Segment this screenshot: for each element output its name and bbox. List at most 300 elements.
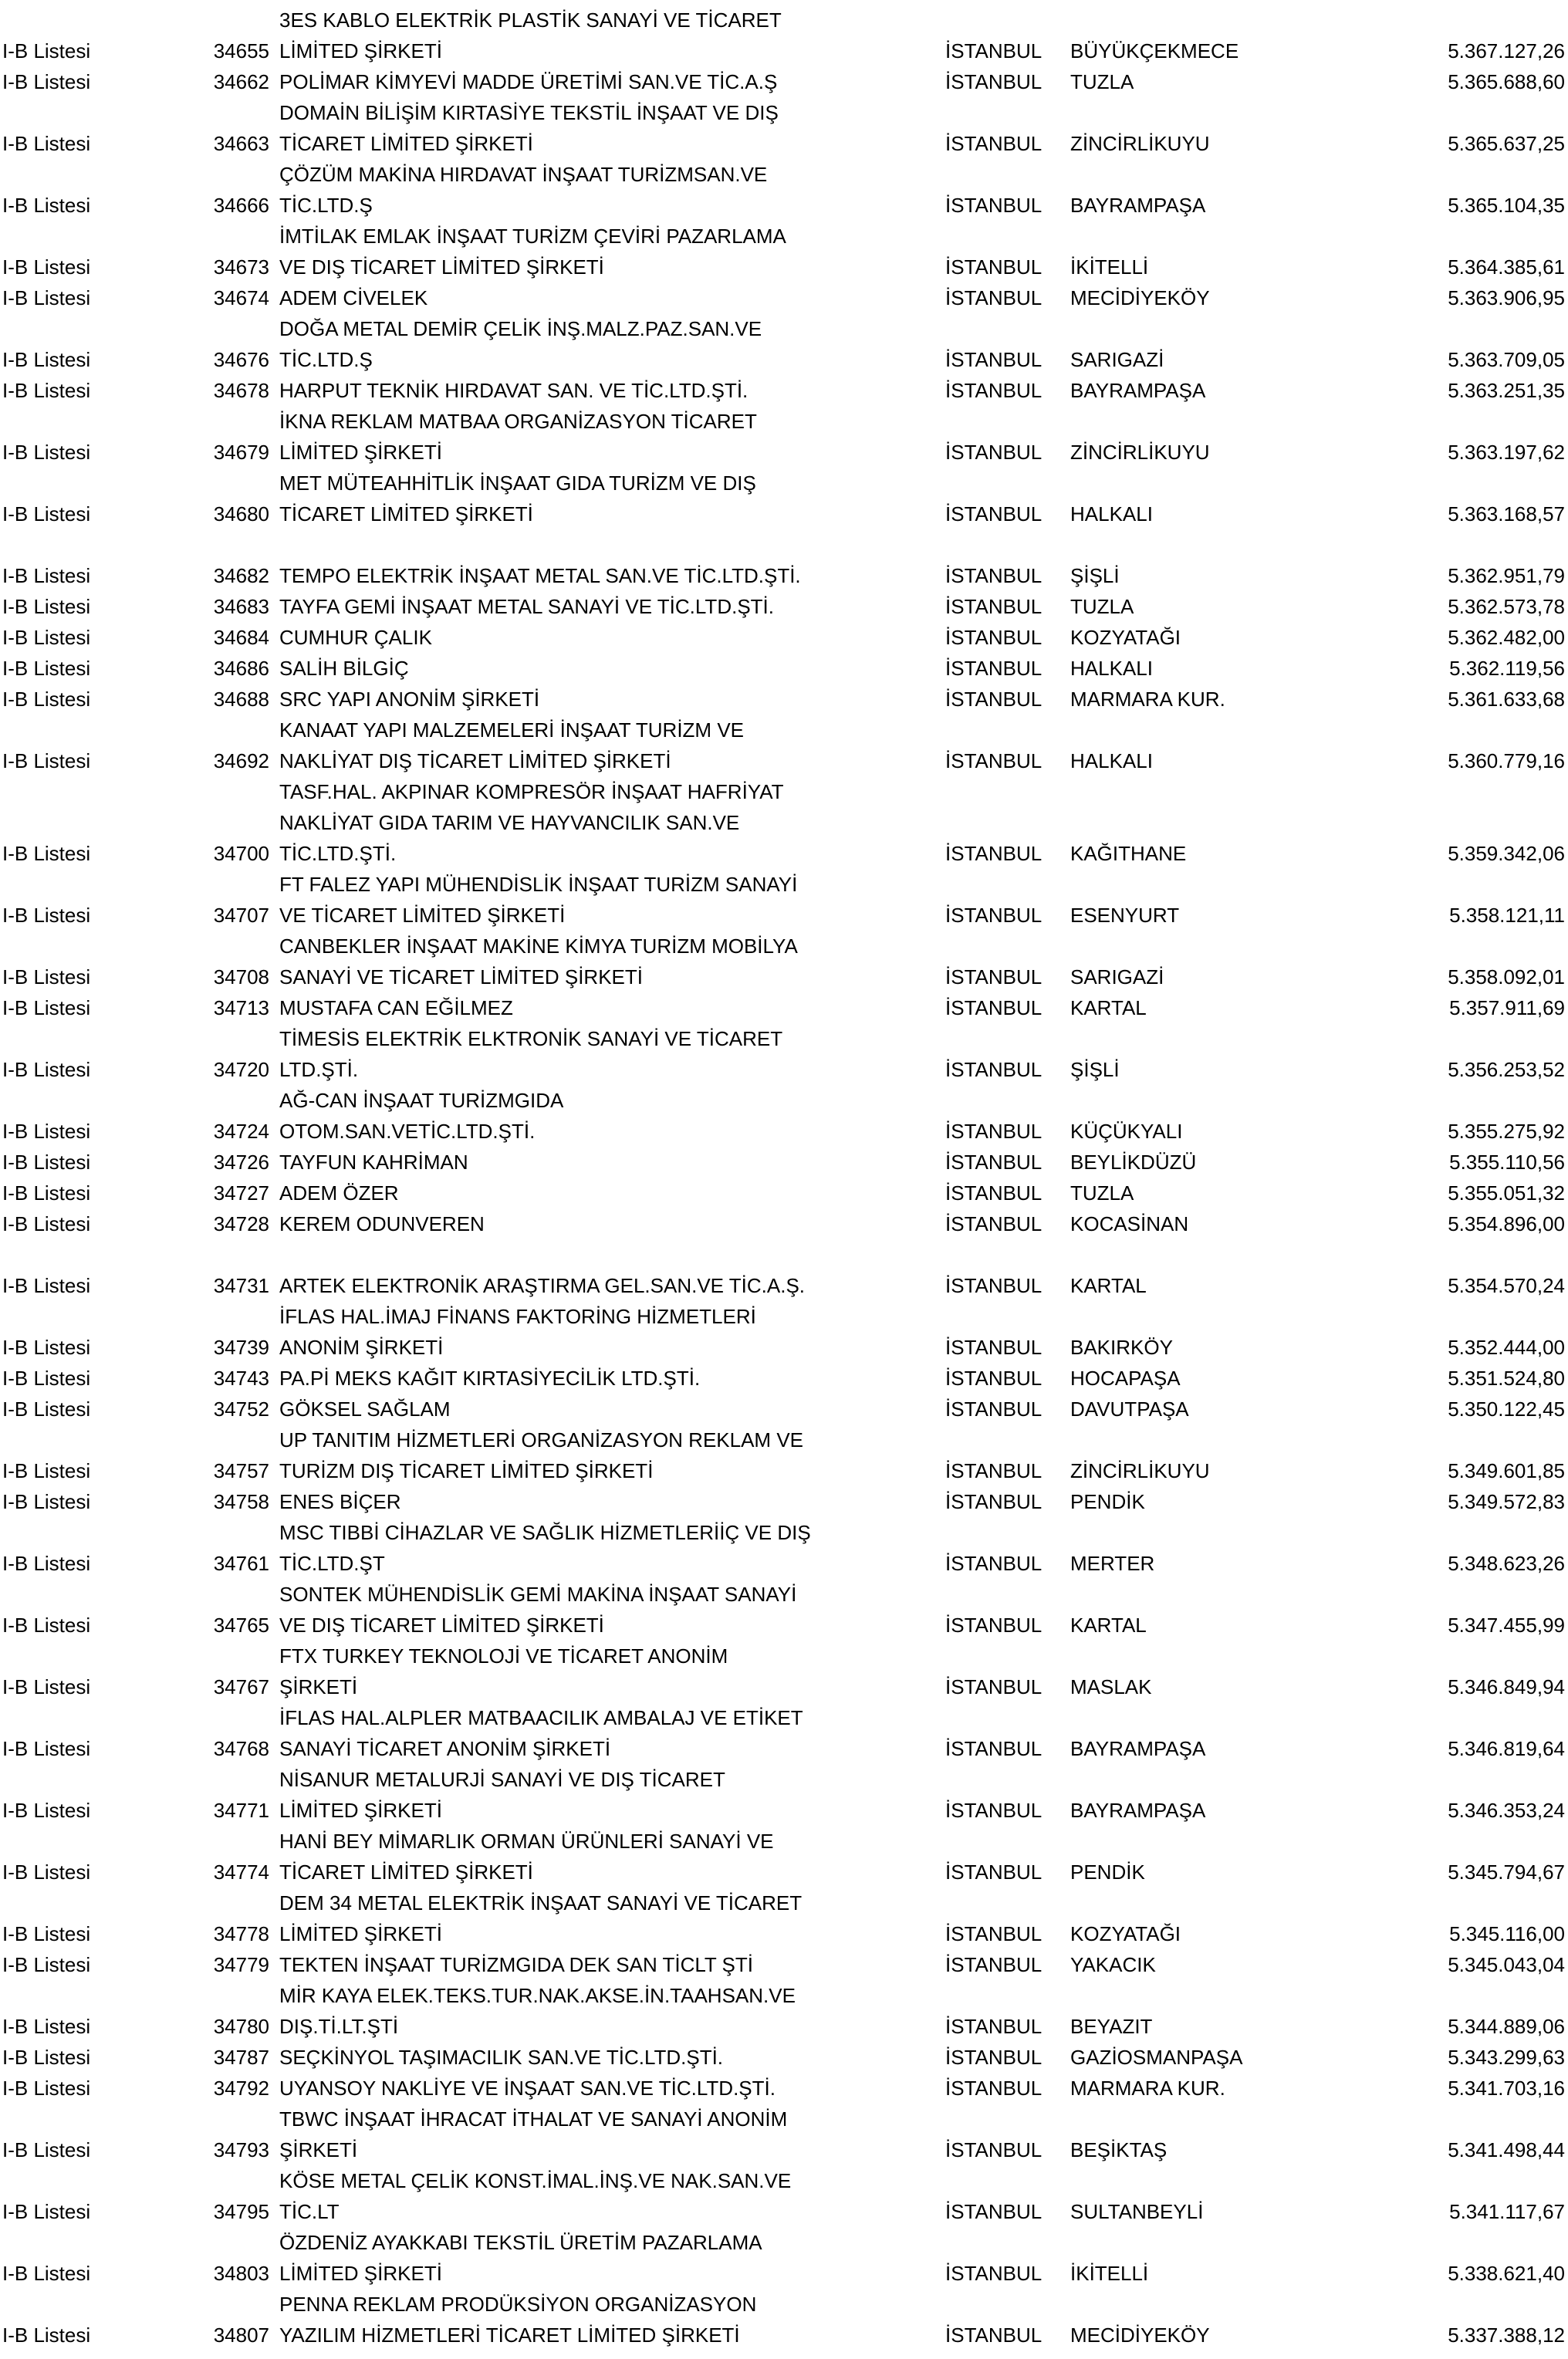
- cell-record-no: 34739: [213, 1336, 269, 1359]
- cell-city: İSTANBUL: [945, 1181, 1043, 1205]
- cell-district: İKİTELLİ: [1070, 2262, 1149, 2285]
- cell-company-name: İFLAS HAL.ALPLER MATBAACILIK AMBALAJ VE ETİKET: [279, 1706, 803, 1729]
- cell-record-no: 34757: [213, 1459, 269, 1482]
- cell-record-no: 34807: [213, 2324, 269, 2347]
- table-row: [0, 1548, 1568, 1579]
- cell-city: İSTANBUL: [945, 1737, 1043, 1760]
- cell-city: [945, 1023, 1070, 1054]
- cell-record-no: [197, 869, 269, 900]
- cell-amount: 5.364.385,61: [1448, 255, 1565, 279]
- cell-city: İSTANBUL: [945, 286, 1043, 309]
- table-row: [0, 1486, 1568, 1517]
- cell-amount: [1421, 1301, 1568, 1332]
- cell-district: PENDİK: [1070, 1490, 1145, 1513]
- cell-amount: [1421, 1888, 1568, 1918]
- cell-record-no: 34761: [213, 1552, 269, 1575]
- cell-district: KOZYATAĞI: [1070, 1922, 1181, 1945]
- table-row: [0, 437, 1568, 468]
- cell-district: MARMARA KUR.: [1070, 2077, 1225, 2100]
- company-name-wrap-line: [0, 2104, 1568, 2134]
- cell-district: İKİTELLİ: [1070, 255, 1149, 279]
- cell-district: BEYLİKDÜZÜ: [1070, 1151, 1197, 1174]
- cell-amount: [1421, 776, 1568, 807]
- cell-company-name: TİCARET LİMİTED ŞİRKETİ: [279, 1861, 533, 1884]
- cell-city: [945, 1888, 1070, 1918]
- cell-city: İSTANBUL: [945, 2200, 1043, 2223]
- cell-city: [945, 468, 1070, 498]
- cell-district: [1070, 807, 1421, 838]
- cell-district: [1070, 1085, 1421, 1116]
- cell-district: [1070, 1888, 1421, 1918]
- cell-record-no: 34771: [213, 1799, 269, 1822]
- cell-city: [945, 931, 1070, 962]
- company-name-wrap-line: [0, 313, 1568, 344]
- cell-record-no: 34683: [213, 595, 269, 618]
- cell-amount: [1421, 2165, 1568, 2196]
- cell-record-no: 34765: [213, 1614, 269, 1637]
- cell-record-no: [197, 715, 269, 745]
- cell-company-name: MSC TIBBİ CİHAZLAR VE SAĞLIK HİZMETLERİİÇ VE DIŞ: [279, 1521, 811, 1544]
- table-row: [0, 1054, 1568, 1085]
- cell-record-no: [197, 776, 269, 807]
- cell-district: HOCAPAŞA: [1070, 1367, 1181, 1390]
- cell-list-label: I-B Listesi: [2, 441, 91, 464]
- cell-company-name: LTD.ŞTİ.: [279, 1058, 359, 1081]
- table-row: [0, 1733, 1568, 1764]
- cell-amount: [1421, 159, 1568, 190]
- cell-record-no: 34679: [213, 441, 269, 464]
- cell-city: İSTANBUL: [945, 1212, 1043, 1235]
- table-row: [0, 900, 1568, 931]
- cell-city: İSTANBUL: [945, 564, 1043, 587]
- cell-record-no: [197, 406, 269, 437]
- cell-amount: [1421, 1702, 1568, 1733]
- company-name-wrap-line: [0, 1888, 1568, 1918]
- cell-amount: [1421, 313, 1568, 344]
- cell-city: İSTANBUL: [945, 595, 1043, 618]
- cell-list-label: I-B Listesi: [2, 564, 91, 587]
- cell-list-label: I-B Listesi: [2, 1120, 91, 1143]
- company-name-wrap-line: [0, 1764, 1568, 1795]
- cell-list-label: I-B Listesi: [2, 657, 91, 680]
- cell-district: BEYAZIT: [1070, 2015, 1153, 2038]
- cell-district: MASLAK: [1070, 1675, 1152, 1698]
- cell-district: HALKALI: [1070, 502, 1153, 526]
- table-row: [0, 1671, 1568, 1702]
- cell-city: İSTANBUL: [945, 348, 1043, 371]
- cell-city: İSTANBUL: [945, 1922, 1043, 1945]
- cell-record-no: 34774: [213, 1861, 269, 1884]
- company-name-wrap-line: [0, 1301, 1568, 1332]
- cell-amount: [1421, 869, 1568, 900]
- cell-company-name: UP TANITIM HİZMETLERİ ORGANİZASYON REKLAM VE: [279, 1428, 803, 1452]
- cell-list-label: I-B Listesi: [2, 348, 91, 371]
- cell-company-name: 3ES KABLO ELEKTRİK PLASTİK SANAYİ VE TİCARET: [279, 8, 782, 32]
- company-name-wrap-line: [0, 1023, 1568, 1054]
- table-row: [0, 498, 1568, 529]
- cell-list-label: I-B Listesi: [2, 842, 91, 865]
- cell-list-label: [0, 1702, 197, 1733]
- cell-company-name: ANONİM ŞİRKETİ: [279, 1336, 444, 1359]
- cell-amount: 5.346.849,94: [1448, 1675, 1565, 1698]
- cell-list-label: I-B Listesi: [2, 502, 91, 526]
- table-row: [0, 653, 1568, 684]
- cell-record-no: 34688: [213, 688, 269, 711]
- blank-line: [0, 529, 1568, 560]
- cell-amount: 5.349.572,83: [1448, 1490, 1565, 1513]
- cell-amount: [1421, 1425, 1568, 1455]
- cell-list-label: I-B Listesi: [2, 1552, 91, 1575]
- cell-amount: 5.355.051,32: [1448, 1181, 1565, 1205]
- cell-city: İSTANBUL: [945, 1336, 1043, 1359]
- company-name-wrap-line: [0, 1702, 1568, 1733]
- cell-district: DAVUTPAŞA: [1070, 1397, 1189, 1421]
- cell-city: [945, 1517, 1070, 1548]
- cell-amount: [1421, 1641, 1568, 1671]
- cell-amount: 5.363.168,57: [1448, 502, 1565, 526]
- cell-city: İSTANBUL: [945, 2015, 1043, 2038]
- cell-record-no: 34666: [213, 194, 269, 217]
- cell-amount: 5.352.444,00: [1448, 1336, 1565, 1359]
- cell-list-label: [0, 159, 197, 190]
- cell-district: KOCASİNAN: [1070, 1212, 1189, 1235]
- cell-city: İSTANBUL: [945, 749, 1043, 772]
- cell-amount: 5.346.819,64: [1448, 1737, 1565, 1760]
- cell-company-name: TİC.LTD.Ş: [279, 194, 373, 217]
- cell-company-name: TİC.LTD.ŞTİ.: [279, 842, 397, 865]
- cell-company-name: VE TİCARET LİMİTED ŞİRKETİ: [279, 904, 566, 927]
- cell-amount: 5.341.498,44: [1448, 2138, 1565, 2161]
- table-row: [0, 962, 1568, 992]
- cell-amount: [1421, 97, 1568, 128]
- company-name-wrap-line: [0, 776, 1568, 807]
- cell-list-label: [0, 2289, 197, 2320]
- cell-company-name: KEREM ODUNVEREN: [279, 1212, 485, 1235]
- cell-city: İSTANBUL: [945, 1367, 1043, 1390]
- cell-record-no: 34673: [213, 255, 269, 279]
- cell-company-name: İMTİLAK EMLAK İNŞAAT TURİZM ÇEVİRİ PAZARLAMA: [279, 225, 786, 248]
- cell-city: [945, 1425, 1070, 1455]
- cell-record-no: [197, 1301, 269, 1332]
- cell-amount: 5.345.116,00: [1449, 1922, 1565, 1945]
- cell-company-name: YAZILIM HİZMETLERİ TİCARET LİMİTED ŞİRKETİ: [279, 2324, 740, 2347]
- cell-list-label: I-B Listesi: [2, 2015, 91, 2038]
- cell-list-label: I-B Listesi: [2, 595, 91, 618]
- cell-list-label: [0, 1826, 197, 1857]
- table-row: [0, 1363, 1568, 1394]
- cell-list-label: [0, 931, 197, 962]
- table-row: [0, 622, 1568, 653]
- table-row: [0, 1332, 1568, 1363]
- cell-company-name: ADEM CİVELEK: [279, 286, 428, 309]
- cell-district: [1070, 1702, 1421, 1733]
- cell-company-name: PENNA REKLAM PRODÜKSİYON ORGANİZASYON: [279, 2293, 757, 2316]
- table-row: [0, 190, 1568, 221]
- cell-city: [945, 1702, 1070, 1733]
- cell-city: [945, 1641, 1070, 1671]
- cell-company-name: ARTEK ELEKTRONİK ARAŞTIRMA GEL.SAN.VE TİC.A.Ş.: [279, 1274, 806, 1297]
- cell-city: İSTANBUL: [945, 1058, 1043, 1081]
- cell-record-no: [197, 931, 269, 962]
- cell-company-name: TAYFA GEMİ İNŞAAT METAL SANAYİ VE TİC.LTD.ŞTİ.: [279, 595, 774, 618]
- cell-record-no: [197, 1702, 269, 1733]
- cell-amount: 5.341.703,16: [1448, 2077, 1565, 2100]
- cell-district: MARMARA KUR.: [1070, 688, 1225, 711]
- cell-amount: 5.344.889,06: [1448, 2015, 1565, 2038]
- cell-list-label: I-B Listesi: [2, 2077, 91, 2100]
- cell-district: BAKIRKÖY: [1070, 1336, 1173, 1359]
- cell-list-label: [0, 97, 197, 128]
- cell-district: [1070, 2104, 1421, 2134]
- cell-city: İSTANBUL: [945, 1397, 1043, 1421]
- cell-amount: [1421, 468, 1568, 498]
- cell-record-no: 34779: [213, 1953, 269, 1976]
- table-row: [0, 375, 1568, 406]
- cell-record-no: 34724: [213, 1120, 269, 1143]
- company-name-wrap-line: [0, 807, 1568, 838]
- table-row: [0, 2134, 1568, 2165]
- cell-city: İSTANBUL: [945, 1552, 1043, 1575]
- cell-amount: 5.363.906,95: [1448, 286, 1565, 309]
- company-name-wrap-line: [0, 5, 1568, 35]
- cell-list-label: I-B Listesi: [2, 1490, 91, 1513]
- cell-record-no: 34700: [213, 842, 269, 865]
- table-row: [0, 2042, 1568, 2073]
- cell-city: İSTANBUL: [945, 39, 1043, 63]
- cell-company-name: TASF.HAL. AKPINAR KOMPRESÖR İNŞAAT HAFRİYAT: [279, 780, 784, 803]
- cell-record-no: [197, 159, 269, 190]
- cell-district: SULTANBEYLİ: [1070, 2200, 1204, 2223]
- cell-list-label: I-B Listesi: [2, 996, 91, 1019]
- cell-district: [1070, 221, 1421, 252]
- cell-record-no: 34792: [213, 2077, 269, 2100]
- cell-company-name: ŞİRKETİ: [279, 1675, 358, 1698]
- cell-district: [1070, 776, 1421, 807]
- company-name-wrap-line: [0, 1579, 1568, 1610]
- table-row: [0, 1208, 1568, 1239]
- blank-line: [0, 1239, 1568, 1270]
- cell-amount: 5.365.104,35: [1448, 194, 1565, 217]
- cell-amount: 5.362.482,00: [1448, 626, 1565, 649]
- cell-city: [945, 97, 1070, 128]
- cell-company-name: LİMİTED ŞİRKETİ: [279, 441, 442, 464]
- cell-city: İSTANBUL: [945, 2046, 1043, 2069]
- cell-list-label: [0, 807, 197, 838]
- cell-city: [945, 1980, 1070, 2011]
- cell-amount: 5.363.709,05: [1448, 348, 1565, 371]
- company-name-wrap-line: [0, 2289, 1568, 2320]
- cell-amount: 5.362.119,56: [1449, 657, 1565, 680]
- cell-list-label: I-B Listesi: [2, 379, 91, 402]
- cell-amount: 5.343.299,63: [1448, 2046, 1565, 2069]
- cell-amount: [1421, 715, 1568, 745]
- cell-amount: [1421, 2289, 1568, 2320]
- cell-company-name: VE DIŞ TİCARET LİMİTED ŞİRKETİ: [279, 1614, 604, 1637]
- cell-list-label: I-B Listesi: [2, 2046, 91, 2069]
- cell-district: BAYRAMPAŞA: [1070, 379, 1206, 402]
- cell-district: [1070, 1579, 1421, 1610]
- cell-record-no: 34684: [213, 626, 269, 649]
- cell-city: İSTANBUL: [945, 1490, 1043, 1513]
- table-row: [0, 560, 1568, 591]
- cell-company-name: SONTEK MÜHENDİSLİK GEMİ MAKİNA İNŞAAT SANAYİ: [279, 1583, 797, 1606]
- cell-amount: 5.345.043,04: [1448, 1953, 1565, 1976]
- cell-city: İSTANBUL: [945, 965, 1043, 989]
- cell-company-name: SANAYİ TİCARET ANONİM ŞİRKETİ: [279, 1737, 611, 1760]
- cell-district: HALKALI: [1070, 657, 1153, 680]
- cell-record-no: 34720: [213, 1058, 269, 1081]
- cell-company-name: AĞ-CAN İNŞAAT TURİZMGIDA: [279, 1089, 564, 1112]
- cell-company-name: CUMHUR ÇALIK: [279, 626, 432, 649]
- cell-amount: 5.354.896,00: [1448, 1212, 1565, 1235]
- cell-record-no: 34713: [213, 996, 269, 1019]
- cell-record-no: [197, 1579, 269, 1610]
- cell-amount: [1421, 1085, 1568, 1116]
- cell-list-label: I-B Listesi: [2, 1058, 91, 1081]
- cell-record-no: 34674: [213, 286, 269, 309]
- cell-record-no: 34731: [213, 1274, 269, 1297]
- cell-record-no: 34728: [213, 1212, 269, 1235]
- cell-amount: 5.357.911,69: [1449, 996, 1565, 1019]
- company-name-wrap-line: [0, 1641, 1568, 1671]
- cell-city: İSTANBUL: [945, 132, 1043, 155]
- cell-district: GAZİOSMANPAŞA: [1070, 2046, 1243, 2069]
- company-name-wrap-line: [0, 2165, 1568, 2196]
- cell-record-no: [197, 2227, 269, 2258]
- cell-amount: 5.341.117,67: [1449, 2200, 1565, 2223]
- cell-district: MECİDİYEKÖY: [1070, 286, 1210, 309]
- cell-city: İSTANBUL: [945, 441, 1043, 464]
- cell-district: [1070, 1301, 1421, 1332]
- table-row: [0, 838, 1568, 869]
- cell-city: [945, 807, 1070, 838]
- cell-record-no: 34787: [213, 2046, 269, 2069]
- cell-city: İSTANBUL: [945, 2077, 1043, 2100]
- table-row: [0, 2011, 1568, 2042]
- table-row: [0, 1455, 1568, 1486]
- cell-list-label: [0, 2104, 197, 2134]
- cell-amount: 5.358.121,11: [1449, 904, 1565, 927]
- cell-company-name: KANAAT YAPI MALZEMELERİ İNŞAAT TURİZM VE: [279, 718, 744, 742]
- cell-company-name: POLİMAR KİMYEVİ MADDE ÜRETİMİ SAN.VE TİC.A.Ş: [279, 70, 778, 93]
- cell-amount: 5.346.353,24: [1448, 1799, 1565, 1822]
- cell-list-label: I-B Listesi: [2, 1212, 91, 1235]
- cell-company-name: SRC YAPI ANONİM ŞİRKETİ: [279, 688, 540, 711]
- cell-district: PENDİK: [1070, 1861, 1145, 1884]
- cell-amount: [1421, 2227, 1568, 2258]
- cell-company-name: SEÇKİNYOL TAŞIMACILIK SAN.VE TİC.LTD.ŞTİ.: [279, 2046, 724, 2069]
- cell-district: HALKALI: [1070, 749, 1153, 772]
- cell-city: İSTANBUL: [945, 657, 1043, 680]
- cell-amount: 5.367.127,26: [1448, 39, 1565, 63]
- cell-city: İSTANBUL: [945, 502, 1043, 526]
- cell-city: İSTANBUL: [945, 1151, 1043, 1174]
- cell-city: İSTANBUL: [945, 1799, 1043, 1822]
- cell-record-no: 34803: [213, 2262, 269, 2285]
- table-row: [0, 1147, 1568, 1178]
- cell-company-name: VE DIŞ TİCARET LİMİTED ŞİRKETİ: [279, 255, 604, 279]
- cell-list-label: I-B Listesi: [2, 1151, 91, 1174]
- cell-company-name: LİMİTED ŞİRKETİ: [279, 1799, 442, 1822]
- cell-city: [945, 869, 1070, 900]
- cell-district: YAKACIK: [1070, 1953, 1156, 1976]
- company-name-wrap-line: [0, 1980, 1568, 2011]
- table-row: [0, 282, 1568, 313]
- cell-district: [1070, 1517, 1421, 1548]
- cell-district: [1070, 1826, 1421, 1857]
- cell-record-no: [197, 1888, 269, 1918]
- cell-amount: [1421, 1023, 1568, 1054]
- cell-record-no: [197, 1023, 269, 1054]
- table-row: [0, 591, 1568, 622]
- cell-amount: [1421, 807, 1568, 838]
- cell-record-no: 34676: [213, 348, 269, 371]
- table-row: [0, 1178, 1568, 1208]
- cell-company-name: HARPUT TEKNİK HIRDAVAT SAN. VE TİC.LTD.ŞTİ.: [279, 379, 749, 402]
- cell-district: ŞİŞLİ: [1070, 564, 1120, 587]
- table-row: [0, 2258, 1568, 2289]
- table-row: [0, 128, 1568, 159]
- cell-amount: 5.347.455,99: [1448, 1614, 1565, 1637]
- cell-amount: [1421, 406, 1568, 437]
- cell-district: [1070, 2227, 1421, 2258]
- cell-company-name: ÇÖZÜM MAKİNA HIRDAVAT İNŞAAT TURİZMSAN.VE: [279, 163, 768, 186]
- table-row: [0, 35, 1568, 66]
- cell-district: ZİNCİRLİKUYU: [1070, 441, 1210, 464]
- cell-record-no: [197, 97, 269, 128]
- table-row: [0, 2320, 1568, 2351]
- cell-record-no: 34727: [213, 1181, 269, 1205]
- cell-district: KARTAL: [1070, 996, 1147, 1019]
- cell-district: [1070, 406, 1421, 437]
- cell-record-no: [197, 1085, 269, 1116]
- cell-list-label: I-B Listesi: [2, 1336, 91, 1359]
- cell-company-name: TBWC İNŞAAT İHRACAT İTHALAT VE SANAYİ ANONİM: [279, 2107, 788, 2131]
- cell-list-label: I-B Listesi: [2, 749, 91, 772]
- cell-city: [945, 313, 1070, 344]
- table-row: [0, 745, 1568, 776]
- cell-district: [1070, 1641, 1421, 1671]
- cell-district: ZİNCİRLİKUYU: [1070, 132, 1210, 155]
- cell-list-label: [0, 313, 197, 344]
- cell-district: KARTAL: [1070, 1274, 1147, 1297]
- cell-district: KARTAL: [1070, 1614, 1147, 1637]
- cell-list-label: [0, 1980, 197, 2011]
- cell-amount: [1421, 1579, 1568, 1610]
- cell-amount: [1421, 1980, 1568, 2011]
- cell-company-name: TURİZM DIŞ TİCARET LİMİTED ŞİRKETİ: [279, 1459, 654, 1482]
- cell-list-label: I-B Listesi: [2, 194, 91, 217]
- cell-company-name: UYANSOY NAKLİYE VE İNŞAAT SAN.VE TİC.LTD.ŞTİ.: [279, 2077, 776, 2100]
- table-row: [0, 1610, 1568, 1641]
- cell-record-no: 34780: [213, 2015, 269, 2038]
- cell-record-no: [197, 2165, 269, 2196]
- cell-record-no: 34692: [213, 749, 269, 772]
- cell-city: İSTANBUL: [945, 2138, 1043, 2161]
- cell-district: BAYRAMPAŞA: [1070, 1737, 1206, 1760]
- cell-company-name: TEKTEN İNŞAAT TURİZMGIDA DEK SAN TİCLT ŞTİ: [279, 1953, 753, 1976]
- cell-list-label: [0, 715, 197, 745]
- cell-record-no: 34752: [213, 1397, 269, 1421]
- cell-record-no: 34662: [213, 70, 269, 93]
- cell-city: [945, 1301, 1070, 1332]
- cell-list-label: [0, 1764, 197, 1795]
- cell-company-name: TİMESİS ELEKTRİK ELKTRONİK SANAYİ VE TİCARET: [279, 1027, 783, 1050]
- cell-list-label: [0, 869, 197, 900]
- cell-amount: [1421, 5, 1568, 35]
- cell-company-name: PA.Pİ MEKS KAĞIT KIRTASİYECİLİK LTD.ŞTİ.: [279, 1367, 701, 1390]
- cell-record-no: [197, 1826, 269, 1857]
